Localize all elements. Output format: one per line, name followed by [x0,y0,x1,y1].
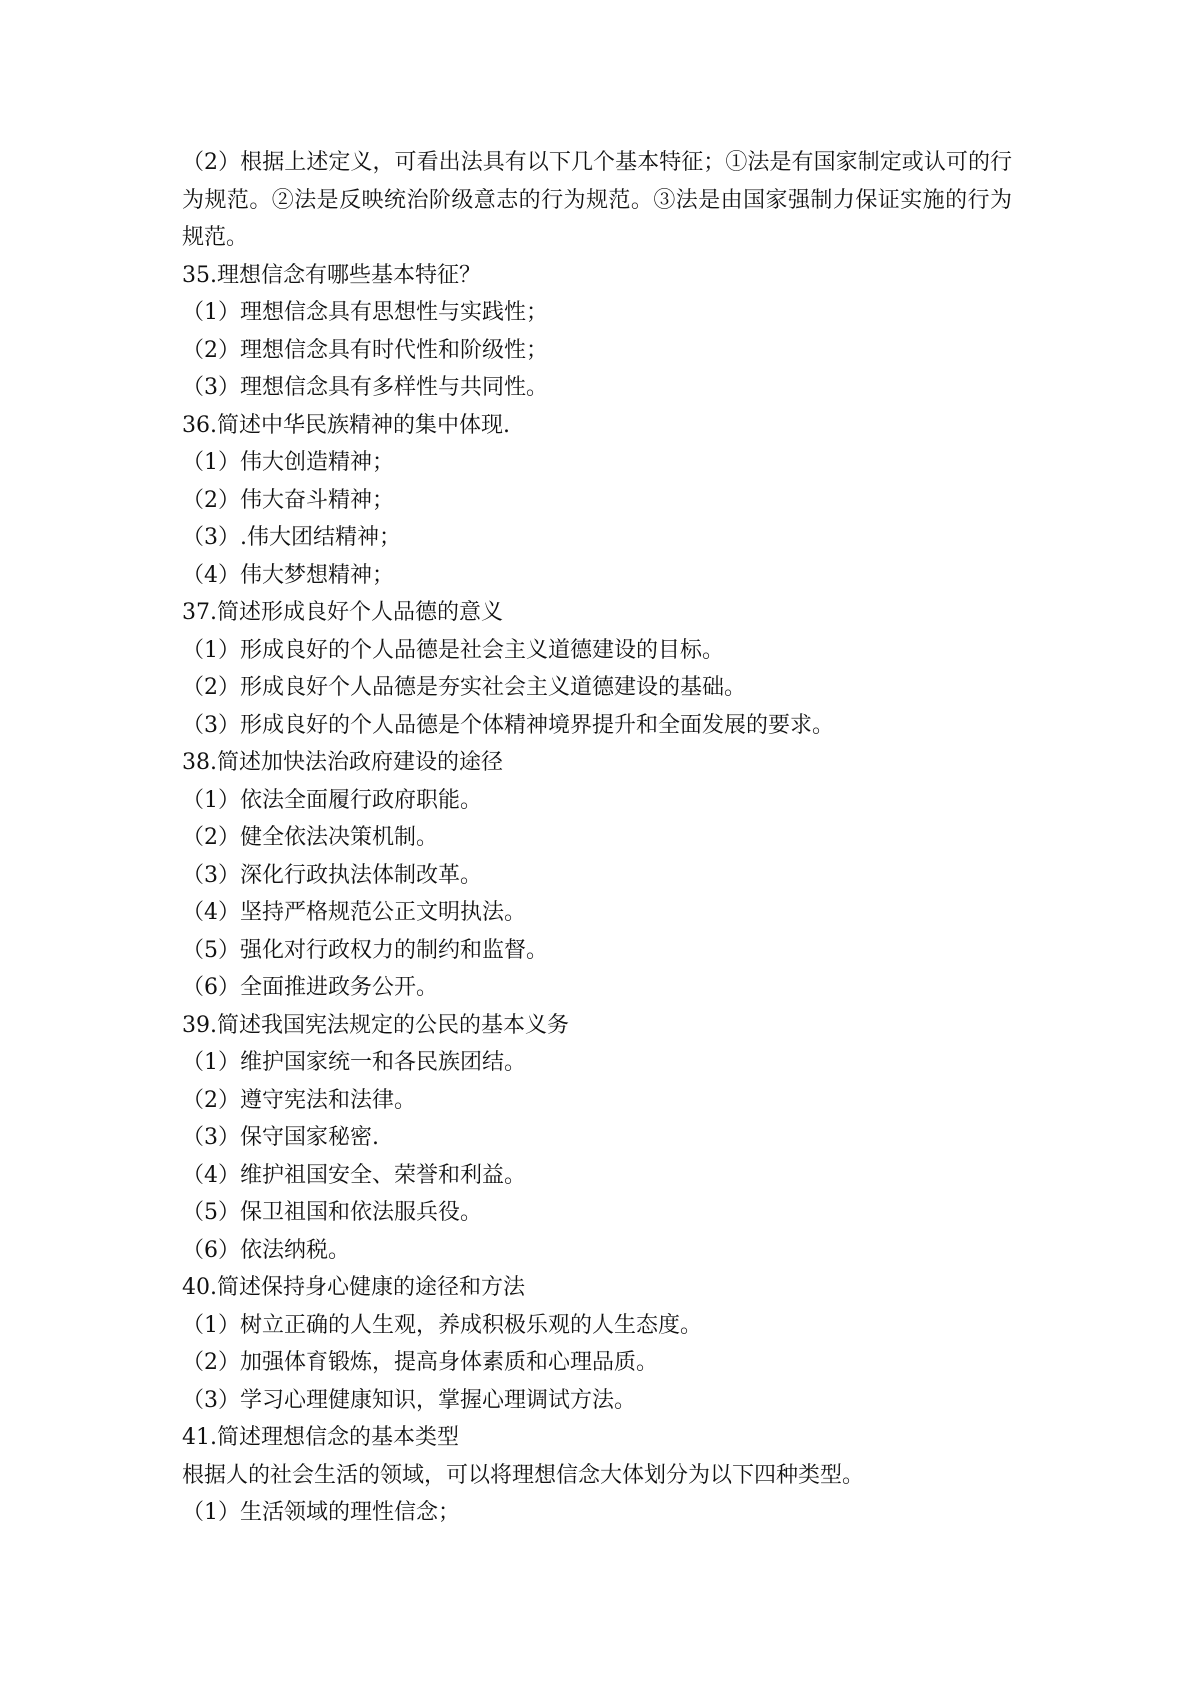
list-item: （6）全面推进政务公开。 [182,975,438,1000]
list-item: （1）维护国家统一和各民族团结。 [182,1050,526,1075]
list-item: （3）理想信念具有多样性与共同性。 [182,375,548,400]
list-item: （1）形成良好的个人品德是社会主义道德建设的目标。 [182,637,724,663]
question-37-heading: 37.简述形成良好个人品德的意义 [182,600,503,625]
list-item: （2）遵守宪法和法律。 [182,1087,416,1113]
list-item: （6）依法纳税。 [182,1237,350,1263]
list-item: （2）伟大奋斗精神； [182,487,394,513]
list-item: （3）学习心理健康知识，掌握心理调试方法。 [182,1387,636,1413]
list-item: （5）保卫祖国和依法服兵役。 [182,1200,482,1225]
list-item: （1）理想信念具有思想性与实践性； [182,300,548,325]
list-item: （1）生活领域的理性信念； [182,1500,460,1525]
paragraph-legal-features: （2）根据上述定义，可看出法具有以下几个基本特征；①法是有国家制定或认可的行为规范。②法是反映统治阶级意志的行为规范。③法是由国家强制力保证实施的行为规范。 [182,150,1012,250]
question-35-heading: 35.理想信念有哪些基本特征？ [182,262,481,288]
list-item: （3）.伟大团结精神； [182,525,401,550]
list-item: （2）理想信念具有时代性和阶级性； [182,337,548,363]
list-item: （5）强化对行政权力的制约和监督。 [182,937,548,963]
list-item: （1）树立正确的人生观，养成积极乐观的人生态度。 [182,1312,702,1338]
list-item: （2）加强体育锻炼，提高身体素质和心理品质。 [182,1350,658,1375]
list-item: （3）保守国家秘密. [182,1125,379,1150]
list-item: （4）伟大梦想精神； [182,562,394,588]
question-38-heading: 38.简述加快法治政府建设的途径 [182,750,503,775]
question-36-heading: 36.简述中华民族精神的集中体现. [182,412,510,438]
list-item: （2）健全依法决策机制。 [182,825,438,850]
list-item: （4）坚持严格规范公正文明执法。 [182,900,526,925]
paragraph-ideal-types-intro: 根据人的社会生活的领域，可以将理想信念大体划分为以下四种类型。 [182,1462,865,1488]
question-41-heading: 41.简述理想信念的基本类型 [182,1425,459,1450]
list-item: （1）依法全面履行政府职能。 [182,787,482,813]
question-39-heading: 39.简述我国宪法规定的公民的基本义务 [182,1012,569,1038]
list-item: （2）形成良好个人品德是夯实社会主义道德建设的基础。 [182,675,746,700]
list-item: （1）伟大创造精神； [182,450,394,475]
list-item: （3）深化行政执法体制改革。 [182,862,482,888]
document-page [182,144,1012,1532]
list-item: （4）维护祖国安全、荣誉和利益。 [182,1162,526,1188]
question-40-heading: 40.简述保持身心健康的途径和方法 [182,1275,525,1300]
list-item: （3）形成良好的个人品德是个体精神境界提升和全面发展的要求。 [182,712,834,738]
